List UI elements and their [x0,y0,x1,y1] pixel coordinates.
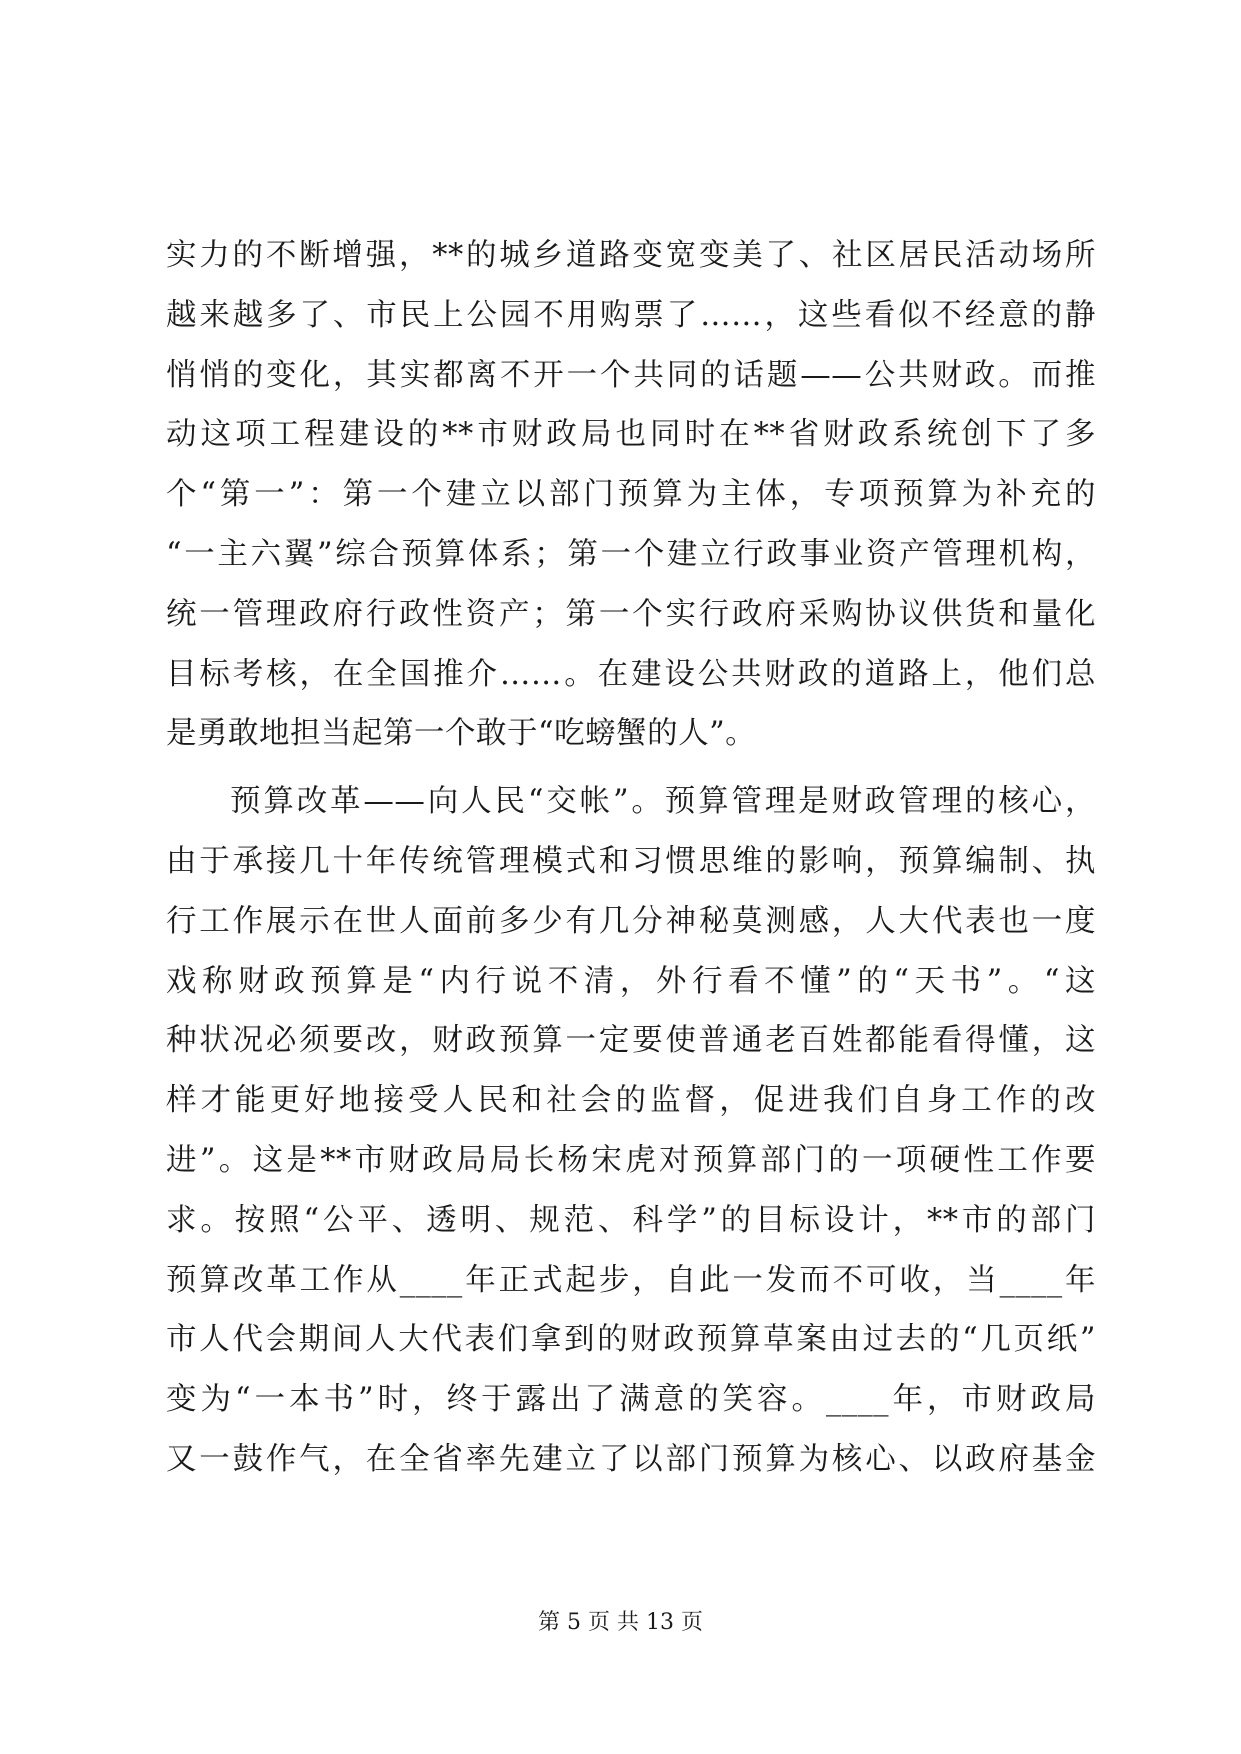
text-line: 悄悄的变化，其实都离不开一个共同的话题——公共财政。而推 [166,357,1096,393]
text-line: 统一管理政府行政性资产；第一个实行政府采购协议供货和量化 [166,596,1096,632]
text-line: “一主六翼”综合预算体系；第一个建立行政事业资产管理机构， [166,536,1096,572]
text-line: 动这项工程建设的**市财政局也同时在**省财政系统创下了多 [166,417,1096,453]
text-line: 又一鼓作气，在全省率先建立了以部门预算为核心、以政府基金 [166,1441,1096,1477]
text-line: 进”。这是**市财政局局长杨宋虎对预算部门的一项硬性工作要 [166,1142,1096,1178]
text-line: 变为“一本书”时，终于露出了满意的笑容。____年，市财政局 [166,1382,1096,1418]
text-line: 求。按照“公平、透明、规范、科学”的目标设计，**市的部门 [166,1202,1096,1238]
text-line: 实力的不断增强，**的城乡道路变宽变美了、社区居民活动场所 [166,238,1096,273]
text-line: 越来越多了、市民上公园不用购票了……，这些看似不经意的静 [166,297,1096,333]
page-number-footer: 第 5 页 共 13 页 [538,1610,703,1635]
text-line: 目标考核，在全国推介……。在建设公共财政的道路上，他们总 [166,656,1096,692]
text-line: 个“第一”：第一个建立以部门预算为主体，专项预算为补充的 [166,477,1096,513]
text-line: 行工作展示在世人面前多少有几分神秘莫测感，人大代表也一度 [166,903,1096,939]
text-line: 戏称财政预算是“内行说不清，外行看不懂”的“天书”。“这 [166,963,1096,999]
text-line: 样才能更好地接受人民和社会的监督，促进我们自身工作的改 [166,1083,1096,1119]
text-line: 是勇敢地担当起第一个敢于“吃螃蟹的人”。 [166,716,757,752]
document-body [166,226,1096,1490]
text-line: 预算改革工作从____年正式起步，自此一发而不可收，当____年 [166,1262,1096,1298]
text-line: 市人代会期间人大代表们拿到的财政预算草案由过去的“几页纸” [166,1322,1096,1358]
text-line: 由于承接几十年传统管理模式和习惯思维的影响，预算编制、执 [166,843,1096,879]
paragraph-start-line: 预算改革——向人民“交帐”。预算管理是财政管理的核心， [230,784,1096,820]
text-line: 种状况必须要改，财政预算一定要使普通老百姓都能看得懂，这 [166,1023,1096,1059]
